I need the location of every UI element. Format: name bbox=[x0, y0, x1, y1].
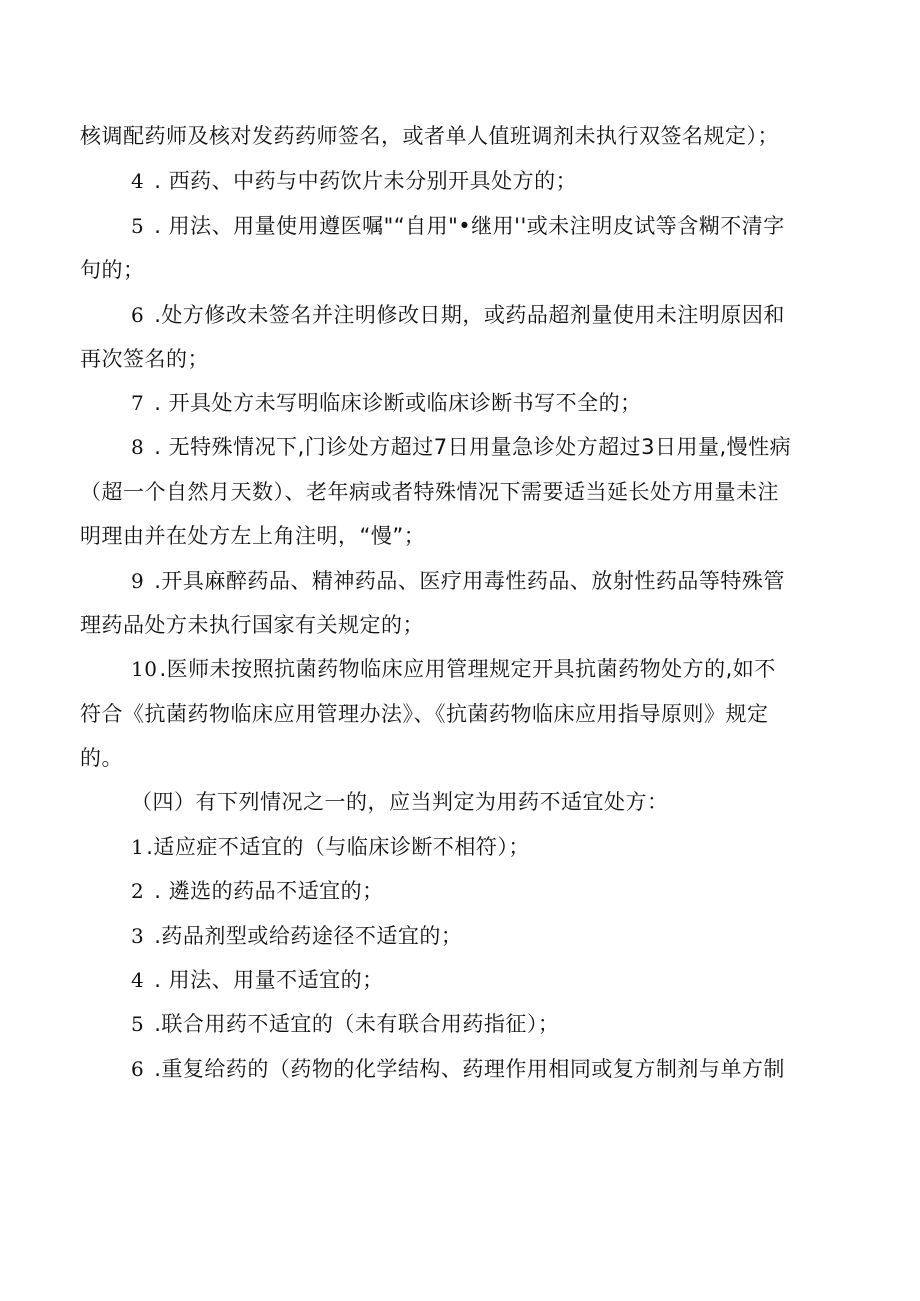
line-text: . 无特殊情况下,门诊处方超过7日用量急诊处方超过3日用量,慢性病 bbox=[154, 435, 792, 459]
line-text: .医师未按照抗菌药物临床应用管理规定开具抗菌药物处方的,如不 bbox=[159, 657, 776, 681]
item-number: 4 bbox=[131, 169, 145, 193]
line-text: 核调配药师及核对发药药师签名，或者单人值班调剂未执行双签名规定）； bbox=[80, 124, 779, 148]
line-text: .适应症不适宜的（与临床诊断不相符）； bbox=[146, 835, 530, 859]
line-text: 理药品处方未执行国家有关规定的； bbox=[80, 613, 424, 637]
item-number: 9 bbox=[131, 569, 145, 593]
item-number: 2 bbox=[131, 879, 145, 903]
text-line-1 bbox=[80, 121, 779, 151]
section-heading bbox=[131, 787, 669, 817]
list-item-1 bbox=[131, 832, 530, 862]
item-number: 7 bbox=[131, 391, 145, 415]
list-item-9 bbox=[131, 566, 785, 596]
list-item-5 bbox=[131, 1009, 559, 1039]
text-line-continuation bbox=[80, 521, 425, 551]
list-item-4 bbox=[131, 965, 384, 995]
line-text: . 用法、用量不适宜的； bbox=[154, 968, 384, 992]
item-number: 1 bbox=[131, 835, 145, 859]
line-text: .处方修改未签名并注明修改日期，或药品超剂量使用未注明原因和 bbox=[154, 303, 785, 327]
line-text: （超一个自然月天数）、老年病或者特殊情况下需要适当延长处方用量未注 bbox=[80, 480, 779, 504]
line-text: .联合用药不适宜的（未有联合用药指征）； bbox=[154, 1012, 560, 1036]
item-number: 6 bbox=[131, 303, 145, 327]
line-text: 符合《抗菌药物临床应用管理办法》、《抗菌药物临床应用指导原则》规定 bbox=[80, 702, 769, 726]
line-text: 句的； bbox=[80, 258, 145, 282]
list-item-3 bbox=[131, 921, 462, 951]
list-item-5 bbox=[131, 211, 785, 241]
item-number: 6 bbox=[131, 1057, 145, 1081]
text-line-continuation bbox=[80, 743, 123, 773]
list-item-4 bbox=[131, 166, 577, 196]
text-line-continuation bbox=[80, 610, 424, 640]
item-number: 5 bbox=[131, 1012, 145, 1036]
section-heading-text: （四）有下列情况之一的，应当判定为用药不适宜处方： bbox=[131, 790, 669, 814]
item-number: 8 bbox=[131, 435, 145, 459]
item-number: 10 bbox=[131, 657, 158, 681]
line-text: .开具麻醉药品、精神药品、医疗用毒性药品、放射性药品等特殊管 bbox=[154, 569, 785, 593]
text-line-continuation bbox=[80, 344, 209, 374]
line-text: . 开具处方未写明临床诊断或临床诊断书写不全的； bbox=[154, 391, 642, 415]
text-line-continuation bbox=[80, 255, 145, 285]
line-text: . 西药、中药与中药饮片未分别开具处方的； bbox=[154, 169, 578, 193]
item-number: 4 bbox=[131, 968, 145, 992]
list-item-6 bbox=[131, 1054, 785, 1084]
list-item-6 bbox=[131, 300, 785, 330]
line-text: 明理由并在处方左上角注明，“慢”； bbox=[80, 524, 426, 548]
line-text: 再次签名的； bbox=[80, 347, 209, 371]
text-line-continuation bbox=[80, 699, 769, 729]
list-item-7 bbox=[131, 388, 642, 418]
text-line-continuation bbox=[80, 477, 779, 507]
list-item-10 bbox=[131, 654, 776, 684]
item-number: 3 bbox=[131, 924, 145, 948]
line-text: . 用法、用量使用遵医嘱"“自用"•继用''或未注明皮试等含糊不清字 bbox=[154, 214, 785, 238]
line-text: 的。 bbox=[80, 746, 123, 770]
list-item-2 bbox=[131, 876, 384, 906]
line-text: . 遴选的药品不适宜的； bbox=[154, 879, 384, 903]
line-text: .重复给药的（药物的化学结构、药理作用相同或复方制剂与单方制 bbox=[154, 1057, 785, 1081]
list-item-8 bbox=[131, 432, 791, 462]
line-text: .药品剂型或给药途径不适宜的； bbox=[154, 924, 463, 948]
item-number: 5 bbox=[131, 214, 145, 238]
